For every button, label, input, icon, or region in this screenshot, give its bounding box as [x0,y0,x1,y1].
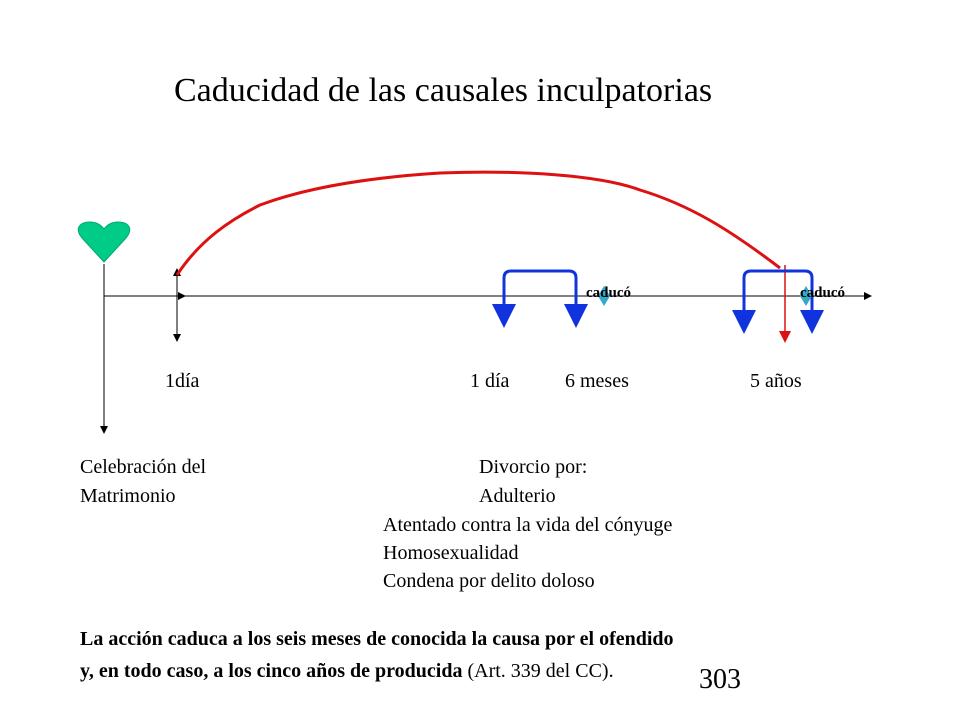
footer-line1 [80,624,674,654]
divorce-line1: Divorcio por: [479,456,588,478]
divorce-line3: Atentado contra la vida del cónyuge [383,514,673,536]
label-1dia: 1día [165,370,200,392]
divorce-line4: Homosexualidad [383,542,519,564]
five-year-arc [177,172,780,275]
label-1-dia: 1 día [470,370,510,392]
label-5-anos: 5 años [750,370,802,392]
marriage-line2: Matrimonio [80,485,176,507]
footer-citation: (Art. 339 del CC). [462,660,614,682]
page-number: 303 [699,664,741,695]
divorce-line2: Adulterio [479,485,556,507]
caduco-label-2: caducó [800,285,845,301]
footer-bold-2: y, en todo caso, a los cinco años de producida [80,660,463,682]
footer-bold-1: La acción caduca a los seis meses de conocida la causa por el ofendido [80,628,674,650]
page-title: Caducidad de las causales inculpatorias [174,72,713,109]
heart-icon [78,222,129,262]
caduco-label-1: caducó [586,285,631,301]
marriage-line1: Celebración del [80,456,207,478]
divorce-line5: Condena por delito doloso [383,570,595,592]
footer-line2 [80,656,614,686]
label-6-meses: 6 meses [565,370,629,392]
